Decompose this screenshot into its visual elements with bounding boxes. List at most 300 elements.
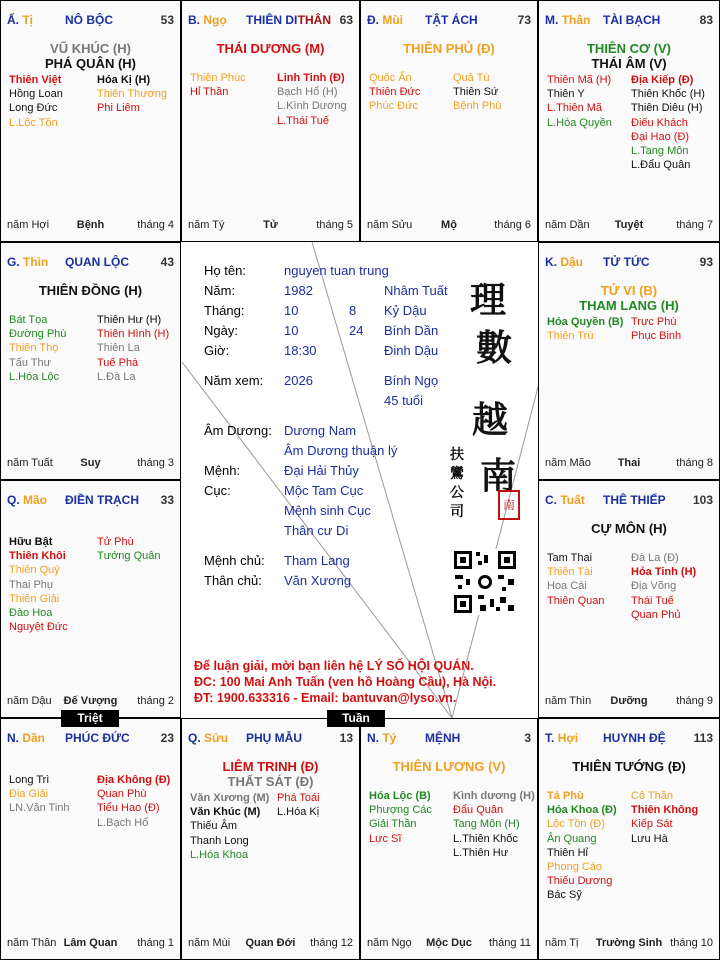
value-month: 10 bbox=[284, 303, 299, 318]
palace-can: Đ. bbox=[367, 13, 379, 27]
minor-star: Lộc Tồn (Đ) bbox=[547, 818, 605, 831]
palace-name: MỆNH bbox=[425, 731, 461, 745]
minor-star: Lực Sĩ bbox=[369, 832, 402, 845]
palace-footer bbox=[188, 937, 353, 951]
calligraphy-char-1: 理 bbox=[470, 279, 507, 321]
palace-name: THIÊN DI bbox=[246, 13, 298, 27]
than-marker: THÂN bbox=[297, 13, 331, 27]
minor-star: Lưu Hà bbox=[631, 832, 668, 845]
palace-branch bbox=[545, 731, 578, 745]
palace-age: 83 bbox=[699, 13, 713, 27]
minor-star: Thiên Thọ bbox=[9, 342, 59, 355]
main-star: THÁI DƯƠNG (M) bbox=[216, 41, 325, 56]
palace-month: tháng 2 bbox=[137, 695, 174, 707]
palace-chi: Ngọ bbox=[203, 13, 227, 27]
palace-stage: Quan Đới bbox=[245, 937, 296, 949]
minor-star: Thiên Y bbox=[547, 88, 585, 101]
minor-star: Tử Phù bbox=[97, 536, 134, 548]
value-day: 10 bbox=[284, 323, 299, 338]
palace-footer bbox=[545, 695, 713, 709]
label-day: Ngày: bbox=[204, 323, 238, 338]
palace-branch bbox=[7, 493, 47, 507]
main-star: THIÊN PHỦ (Đ) bbox=[403, 41, 495, 56]
palace-chi: Mão bbox=[23, 493, 48, 507]
minor-star: L.Đà La bbox=[97, 370, 136, 383]
main-star: THẤT SÁT (Đ) bbox=[227, 774, 314, 789]
right-stars bbox=[97, 313, 169, 384]
palace-name: PHÚC ĐỨC bbox=[65, 731, 130, 745]
value-amduong-2: Âm Dương thuận lý bbox=[284, 443, 398, 458]
value-cuc-1: Mộc Tam Cục bbox=[284, 483, 364, 498]
minor-star: Thiên La bbox=[97, 342, 140, 355]
minor-star: Đào Hoa bbox=[9, 607, 53, 620]
left-stars bbox=[369, 71, 420, 114]
palace-header bbox=[188, 13, 353, 29]
minor-star: Đại Hao (Đ) bbox=[631, 130, 690, 143]
palace-age: 63 bbox=[339, 13, 353, 27]
minor-star: LN.Văn Tinh bbox=[9, 802, 70, 815]
palace-age: 3 bbox=[524, 731, 531, 745]
palace-chi: Tý bbox=[382, 731, 397, 745]
side-char-2: 鸞 bbox=[450, 466, 464, 482]
label-hour: Giờ: bbox=[204, 343, 230, 358]
palace-month: tháng 3 bbox=[137, 457, 174, 469]
main-star: THAM LANG (H) bbox=[579, 298, 679, 313]
palace-footer bbox=[7, 695, 174, 709]
value-amduong-1: Dương Nam bbox=[284, 423, 357, 438]
palace-can: M. bbox=[545, 13, 559, 27]
palace-cell-suu[interactable] bbox=[181, 718, 360, 960]
minor-star: Thai Phụ bbox=[9, 578, 54, 591]
main-star: LIÊM TRINH (Đ) bbox=[222, 759, 319, 774]
palace-branch bbox=[545, 255, 583, 269]
palace-can: C. bbox=[545, 493, 557, 507]
minor-star: Tiểu Hao (Đ) bbox=[97, 802, 160, 815]
palace-stage: Dưỡng bbox=[610, 695, 648, 707]
minor-star: Bệnh Phù bbox=[453, 100, 502, 113]
palace-can: Q. bbox=[188, 731, 201, 745]
left-stars bbox=[369, 789, 432, 846]
palace-month: tháng 8 bbox=[676, 457, 713, 469]
palace-month: tháng 9 bbox=[676, 695, 713, 707]
label-name: Họ tên: bbox=[204, 263, 246, 278]
palace-stage: Mộc Dục bbox=[426, 937, 472, 949]
minor-star: Phúc Đức bbox=[369, 100, 418, 113]
palace-cell-hoi[interactable] bbox=[538, 718, 720, 960]
right-stars bbox=[631, 73, 705, 172]
minor-star: Thiên Việt bbox=[9, 74, 62, 86]
minor-star: Thiên Khôi bbox=[9, 550, 66, 563]
minor-star: Long Đức bbox=[9, 102, 58, 115]
minor-star: Bác Sỹ bbox=[547, 889, 582, 902]
value-cuc-2: Mệnh sinh Cục bbox=[284, 503, 371, 518]
palace-year: năm Tý bbox=[188, 219, 225, 231]
minor-star: Tam Thai bbox=[547, 552, 593, 564]
left-stars bbox=[9, 313, 66, 384]
palace-can: G. bbox=[7, 255, 20, 269]
minor-star: Ân Quang bbox=[547, 832, 597, 845]
minor-star: L.Lộc Tồn bbox=[9, 116, 58, 129]
right-stars bbox=[453, 71, 501, 114]
palace-chi: Mùi bbox=[382, 13, 404, 27]
left-stars bbox=[9, 535, 68, 634]
minor-star: Phi Liêm bbox=[97, 102, 140, 115]
minor-star: Cô Thần bbox=[631, 790, 673, 802]
palace-cell-dan[interactable] bbox=[0, 718, 181, 960]
palace-chi: Sửu bbox=[204, 731, 229, 745]
value-menh-chu: Tham Lang bbox=[284, 553, 350, 568]
palace-cell-ngo[interactable] bbox=[181, 0, 360, 242]
minor-star: Địa Không (Đ) bbox=[97, 774, 171, 786]
minor-star: Quan Phù bbox=[97, 788, 147, 801]
palace-footer bbox=[367, 219, 531, 233]
palace-cell-mui[interactable] bbox=[360, 0, 538, 242]
palace-name: QUAN LỘC bbox=[65, 255, 129, 269]
palace-header bbox=[7, 493, 174, 509]
minor-star: Thiếu Dương bbox=[547, 875, 613, 888]
minor-star: Hóa Lộc (B) bbox=[369, 790, 431, 802]
palace-year: năm Mùi bbox=[188, 937, 231, 949]
palace-name: TẬT ÁCH bbox=[425, 13, 478, 27]
palace-cell-dau[interactable] bbox=[538, 242, 720, 480]
palace-branch bbox=[7, 255, 48, 269]
minor-star: L.Kình Dương bbox=[277, 100, 347, 113]
palace-age: 23 bbox=[160, 731, 174, 745]
minor-star: Quả Tú bbox=[453, 72, 490, 84]
left-stars bbox=[190, 791, 269, 862]
minor-star: Hỏa Tinh (H) bbox=[631, 566, 697, 579]
right-stars bbox=[453, 789, 535, 860]
palace-year: năm Ngọ bbox=[367, 937, 412, 949]
palace-cell-ty2[interactable] bbox=[360, 718, 538, 960]
palace-year: năm Dậu bbox=[7, 695, 52, 707]
value-view-year: 2026 bbox=[284, 373, 313, 388]
minor-star: Thiên Tài bbox=[547, 566, 593, 579]
minor-star: Long Trì bbox=[9, 774, 50, 786]
palace-can: N. bbox=[367, 731, 379, 745]
minor-star: Địa Võng bbox=[631, 580, 677, 593]
palace-age: 113 bbox=[693, 731, 713, 745]
value-day-can-chi: Bính Dần bbox=[384, 323, 439, 338]
minor-star: Giải Thần bbox=[369, 818, 417, 831]
minor-star: L.Hóa Khoa bbox=[190, 848, 249, 861]
qr-code-icon[interactable] bbox=[452, 549, 518, 615]
palace-year: năm Hợi bbox=[7, 219, 50, 231]
palace-branch bbox=[7, 731, 45, 745]
minor-star: Phượng Các bbox=[369, 804, 432, 817]
palace-can: Q. bbox=[7, 493, 20, 507]
red-seal: 南 bbox=[498, 490, 520, 520]
palace-chi: Thân bbox=[561, 13, 591, 27]
palace-name: THÊ THIẾP bbox=[603, 493, 666, 507]
minor-star: L.Thiên Khốc bbox=[453, 832, 518, 845]
palace-footer bbox=[367, 937, 531, 951]
minor-star: Thiên Quan bbox=[547, 594, 605, 607]
value-menh: Đại Hải Thủy bbox=[284, 463, 359, 478]
value-year: 1982 bbox=[284, 283, 313, 298]
palace-age: 73 bbox=[517, 13, 531, 27]
palace-stage: Bệnh bbox=[76, 219, 105, 231]
value-view-can-chi: Bính Ngọ bbox=[384, 373, 439, 388]
value-month-lunar: 8 bbox=[349, 303, 357, 318]
right-stars bbox=[97, 773, 170, 830]
palace-name: ĐIỀN TRẠCH bbox=[65, 493, 139, 507]
minor-star: Hoa Cái bbox=[547, 580, 587, 593]
value-hour: 18:30 bbox=[284, 343, 317, 358]
minor-star: Thiên Giải bbox=[9, 592, 60, 605]
palace-month: tháng 5 bbox=[316, 219, 353, 231]
minor-star: L.Thiên Mã bbox=[547, 102, 603, 115]
label-amduong: Âm Dương: bbox=[204, 423, 272, 438]
minor-star: Thiên Quý bbox=[9, 564, 60, 577]
label-menh: Mệnh: bbox=[204, 463, 241, 478]
minor-star: Thiên Khốc (H) bbox=[631, 88, 705, 101]
palace-age: 93 bbox=[699, 255, 713, 269]
minor-star: L.Thiên Hư bbox=[453, 846, 509, 859]
palace-name: TỬ TỨC bbox=[603, 255, 650, 269]
contact-line-2: ĐC: 100 Mai Anh Tuấn (ven hồ Hoàng Cầu), Hà Nội. bbox=[194, 675, 497, 689]
right-stars bbox=[631, 315, 681, 343]
minor-star: Thanh Long bbox=[190, 834, 249, 847]
minor-star: L.Thái Tuế bbox=[277, 114, 329, 127]
label-menh-chu: Mệnh chủ: bbox=[204, 553, 265, 568]
minor-star: Hóa Kị (H) bbox=[97, 74, 151, 86]
palace-can: K. bbox=[545, 255, 557, 269]
palace-age: 13 bbox=[339, 731, 353, 745]
value-age: 45 tuổi bbox=[384, 393, 424, 408]
right-stars bbox=[631, 551, 696, 622]
calligraphy-char-2: 數 bbox=[476, 327, 513, 369]
palace-header bbox=[7, 731, 174, 747]
palace-cell-than[interactable] bbox=[538, 0, 720, 242]
palace-age: 103 bbox=[692, 493, 713, 507]
palace-stage: Lâm Quan bbox=[63, 937, 118, 949]
main-star: THÁI ÂM (V) bbox=[591, 56, 667, 71]
palace-can: Ấ. bbox=[7, 13, 19, 27]
side-char-3: 公 bbox=[450, 485, 464, 501]
palace-month: tháng 10 bbox=[670, 937, 713, 949]
main-star: THIÊN CƠ (V) bbox=[586, 41, 672, 56]
minor-star: Thiên Hình (H) bbox=[97, 328, 170, 341]
tuan-badge: Tuần bbox=[327, 710, 385, 727]
value-hour-can-chi: Đinh Dậu bbox=[384, 343, 439, 358]
palace-branch bbox=[188, 731, 228, 745]
palace-year: năm Mão bbox=[545, 457, 591, 469]
palace-chi: Thìn bbox=[23, 255, 49, 269]
minor-star: Thiên Mã (H) bbox=[547, 74, 612, 86]
palace-name: NÔ BỘC bbox=[65, 13, 113, 27]
value-day-lunar: 24 bbox=[349, 323, 364, 338]
main-star: THIÊN TƯỚNG (Đ) bbox=[572, 759, 686, 774]
right-stars bbox=[631, 789, 698, 846]
side-text bbox=[450, 446, 466, 522]
calligraphy-char-3: 越 bbox=[472, 399, 509, 441]
palace-header bbox=[7, 255, 174, 271]
palace-month: tháng 7 bbox=[676, 219, 713, 231]
minor-star: Quan Phủ bbox=[631, 608, 681, 621]
palace-name: HUYNH ĐỆ bbox=[603, 731, 666, 745]
palace-age: 53 bbox=[160, 13, 174, 27]
minor-star: Thiếu Âm bbox=[190, 820, 238, 833]
palace-age: 33 bbox=[160, 493, 174, 507]
side-char-4: 司 bbox=[450, 504, 464, 520]
palace-year: năm Thìn bbox=[545, 695, 592, 707]
right-stars bbox=[277, 71, 347, 128]
minor-star: Phục Binh bbox=[631, 330, 682, 343]
minor-star: Thái Tuế bbox=[631, 594, 674, 607]
minor-star: Hồng Loan bbox=[9, 88, 63, 101]
minor-star: L.Bạch Hổ bbox=[97, 816, 149, 829]
palace-cell-ty[interactable] bbox=[0, 0, 181, 242]
minor-star: Tấu Thư bbox=[9, 356, 52, 369]
palace-month: tháng 6 bbox=[494, 219, 531, 231]
minor-star: Thiên Sứ bbox=[453, 86, 499, 99]
minor-star: Thiên Diêu (H) bbox=[631, 102, 703, 115]
palace-cell-tuat[interactable] bbox=[538, 480, 720, 718]
minor-star: Phá Toái bbox=[277, 792, 320, 804]
palace-header bbox=[545, 493, 713, 509]
palace-stage: Trường Sinh bbox=[595, 937, 663, 949]
palace-cell-mao[interactable] bbox=[0, 480, 181, 718]
label-than-chu: Thân chủ: bbox=[204, 573, 262, 588]
palace-branch bbox=[7, 13, 33, 27]
minor-star: Đường Phù bbox=[9, 328, 67, 341]
minor-star: Đà La (Đ) bbox=[631, 552, 679, 564]
palace-month: tháng 1 bbox=[137, 937, 174, 949]
palace-stage: Đế Vượng bbox=[63, 695, 118, 707]
minor-star: Thiên Thương bbox=[97, 88, 168, 101]
value-month-can-chi: Kỷ Dậu bbox=[384, 303, 427, 318]
side-char-1: 扶 bbox=[450, 447, 464, 463]
palace-header bbox=[545, 13, 713, 29]
palace-chi: Dần bbox=[22, 731, 46, 745]
palace-stage: Mộ bbox=[441, 219, 457, 231]
minor-star: Trực Phù bbox=[631, 316, 677, 328]
palace-branch bbox=[188, 13, 227, 27]
palace-year: năm Tị bbox=[545, 937, 579, 949]
triet-badge: Triệt bbox=[61, 710, 119, 727]
palace-branch bbox=[545, 13, 590, 27]
minor-star: Hóa Khoa (Đ) bbox=[547, 804, 617, 817]
palace-name: TÀI BẠCH bbox=[603, 13, 661, 27]
main-star: CỰ MÔN (H) bbox=[591, 521, 667, 536]
label-cuc: Cục: bbox=[204, 483, 231, 498]
left-stars bbox=[547, 315, 623, 343]
minor-star: Tang Môn (H) bbox=[453, 818, 520, 831]
left-stars bbox=[547, 789, 617, 903]
palace-can: B. bbox=[188, 13, 200, 27]
palace-stage: Thai bbox=[617, 457, 641, 469]
minor-star: Linh Tinh (Đ) bbox=[277, 72, 345, 84]
main-star: VŨ KHÚC (H) bbox=[50, 41, 131, 56]
minor-star: Địa Giải bbox=[9, 788, 49, 801]
palace-footer bbox=[545, 457, 713, 471]
minor-star: L.Hóa Lộc bbox=[9, 370, 60, 383]
minor-star: Địa Kiếp (Đ) bbox=[631, 74, 694, 86]
value-than-chu: Văn Xương bbox=[284, 573, 352, 588]
palace-header bbox=[188, 731, 353, 747]
palace-branch bbox=[367, 731, 396, 745]
main-star: THIÊN ĐỒNG (H) bbox=[38, 283, 143, 298]
minor-star: Đẩu Quân bbox=[453, 804, 504, 817]
main-star: PHÁ QUÂN (H) bbox=[45, 56, 136, 71]
palace-month: tháng 12 bbox=[310, 937, 353, 949]
minor-star: Quốc Ấn bbox=[369, 72, 412, 84]
palace-year: năm Sửu bbox=[367, 219, 413, 231]
minor-star: Hữu Bật bbox=[9, 536, 53, 548]
palace-chi: Tị bbox=[22, 13, 34, 27]
minor-star: Thiên Trù bbox=[547, 330, 594, 343]
palace-branch bbox=[367, 13, 403, 27]
palace-stage: Tuyệt bbox=[614, 219, 644, 231]
minor-star: L.Tang Môn bbox=[631, 145, 689, 158]
minor-star: Điếu Khách bbox=[631, 116, 688, 129]
main-star: TỬ VI (B) bbox=[600, 283, 658, 298]
minor-star: Văn Khúc (M) bbox=[190, 806, 261, 819]
palace-footer bbox=[188, 219, 353, 233]
minor-star: Văn Xương (M) bbox=[190, 792, 270, 804]
value-cuc-3: Thân cư Di bbox=[284, 523, 349, 538]
left-stars bbox=[547, 73, 612, 130]
value-name: nguyen tuan trung bbox=[284, 263, 389, 278]
palace-header bbox=[367, 731, 531, 747]
right-stars bbox=[97, 73, 167, 116]
label-view-year: Năm xem: bbox=[204, 373, 264, 388]
left-stars bbox=[9, 773, 70, 816]
minor-star: Thiên Đức bbox=[369, 86, 421, 99]
row-name bbox=[204, 263, 246, 278]
minor-star: Thiên Không bbox=[631, 804, 699, 817]
right-stars bbox=[97, 535, 161, 563]
palace-age: 43 bbox=[160, 255, 174, 269]
minor-star: Hóa Quyền (B) bbox=[547, 316, 624, 328]
minor-star: L.Hóa Quyền bbox=[547, 116, 612, 129]
palace-chi: Dậu bbox=[560, 255, 584, 269]
palace-month: tháng 11 bbox=[488, 937, 531, 949]
minor-star: Nguyệt Đức bbox=[9, 621, 68, 634]
minor-star: Hỉ Thần bbox=[190, 86, 229, 99]
line-menh-tai bbox=[312, 242, 452, 718]
contact-line-3[interactable]: ĐT: 1900.633316 - Email: bantuvan@lyso.vn. bbox=[194, 691, 457, 705]
minor-star: Kình dương (H) bbox=[453, 790, 535, 802]
palace-footer bbox=[7, 937, 174, 951]
palace-cell-thin[interactable] bbox=[0, 242, 181, 480]
palace-footer bbox=[545, 219, 713, 233]
palace-year: năm Dần bbox=[545, 219, 590, 231]
palace-month: tháng 4 bbox=[137, 219, 174, 231]
minor-star: L.Hóa Kị bbox=[277, 806, 320, 819]
palace-header bbox=[545, 255, 713, 271]
right-stars bbox=[277, 791, 320, 819]
left-stars bbox=[547, 551, 604, 608]
palace-stage: Tử bbox=[263, 219, 278, 231]
value-year-can-chi: Nhâm Tuất bbox=[384, 283, 448, 298]
palace-header bbox=[545, 731, 713, 747]
palace-year: năm Thân bbox=[7, 937, 57, 949]
left-stars bbox=[190, 71, 246, 99]
minor-star: Tuế Phá bbox=[97, 356, 139, 369]
palace-stage: Suy bbox=[80, 457, 101, 469]
palace-name: PHỤ MẪU bbox=[246, 731, 302, 745]
palace-branch bbox=[545, 493, 585, 507]
minor-star: Kiếp Sát bbox=[631, 818, 673, 831]
minor-star: Phong Cáo bbox=[547, 861, 603, 874]
palace-footer bbox=[545, 937, 713, 951]
calligraphy-char-4: 南 bbox=[480, 455, 517, 497]
minor-star: Thiên Hư (H) bbox=[97, 314, 162, 326]
palace-chi: Hợi bbox=[557, 731, 579, 745]
minor-star: Bạch Hổ (H) bbox=[277, 86, 338, 99]
